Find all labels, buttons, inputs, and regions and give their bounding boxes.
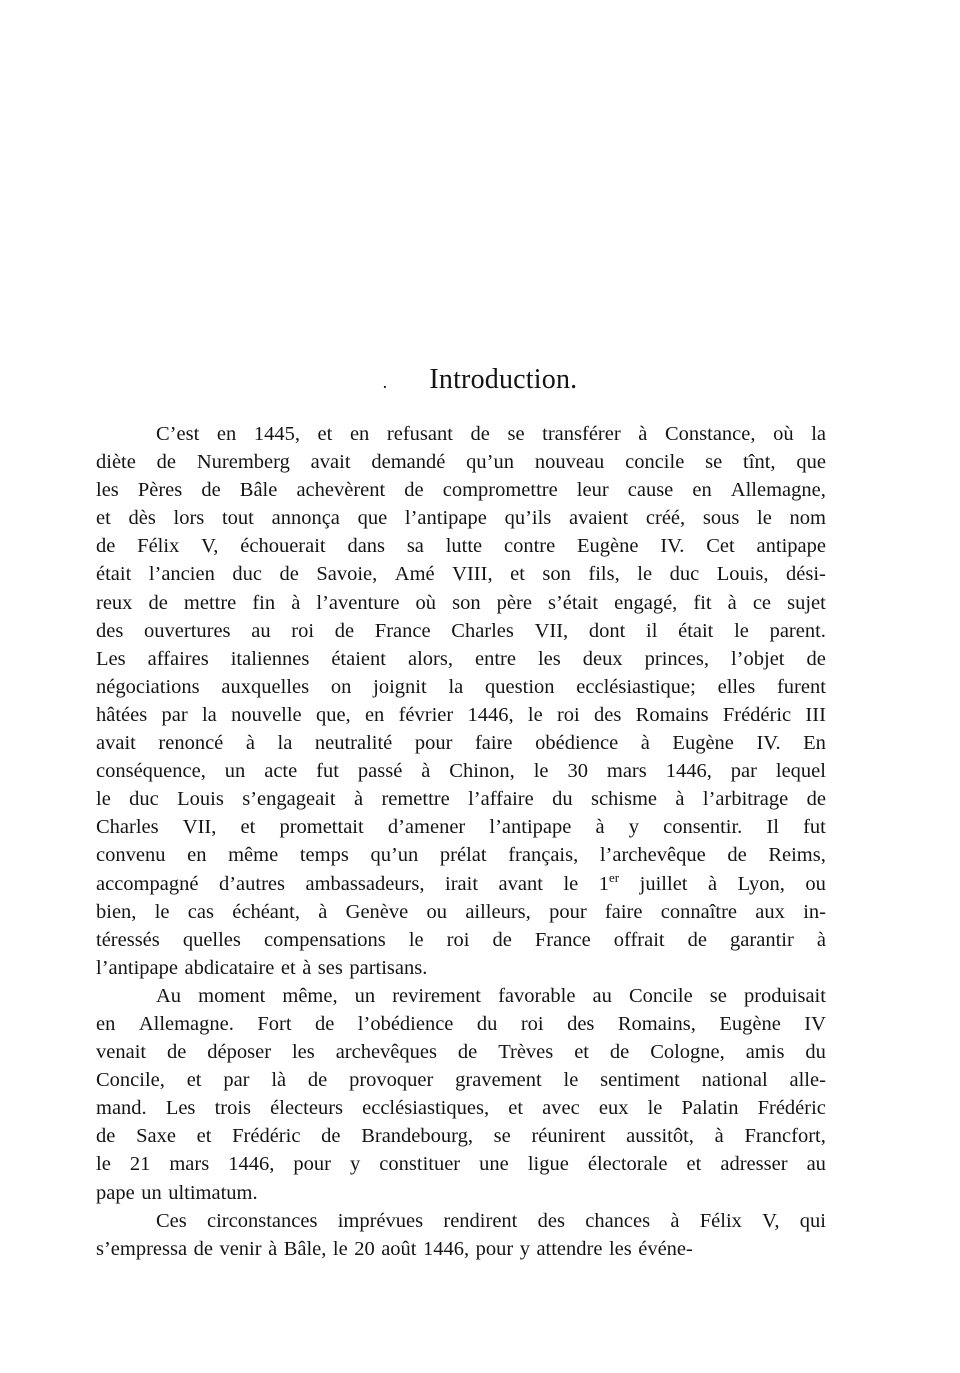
chapter-title-text: Introduction. (429, 364, 578, 395)
text-line: en Allemagne. Fort de l’obédience du roi des Romains, Eugène IV (96, 1012, 826, 1035)
text-line: mand. Les trois électeurs ecclésiastiques, et avec eux le Palatin Frédéric (96, 1097, 826, 1120)
text-line: téressés quelles compensations le roi de France offrait de garantir à (96, 928, 826, 951)
text-line: était l’ancien duc de Savoie, Amé VIII, et son fils, le duc Louis, dési- (96, 563, 826, 586)
text-line: de Saxe et Frédéric de Brandebourg, se réunirent aussitôt, à Francfort, (96, 1125, 826, 1148)
body-text (96, 420, 826, 1263)
chapter-title (0, 362, 960, 400)
text-line: bien, le cas échéant, à Genève ou ailleurs, pour faire connaître aux in- (96, 900, 826, 923)
text-line: Concile, et par là de provoquer gravement le sentiment national alle- (96, 1069, 826, 1092)
text-line: reux de mettre fin à l’aventure où son père s’était engagé, fit à ce sujet (96, 591, 826, 614)
text-line: hâtées par la nouvelle que, en février 1446, le roi des Romains Frédéric III (96, 703, 826, 726)
text-line: diète de Nuremberg avait demandé qu’un nouveau concile se tînt, que (96, 451, 826, 474)
text-line: le 21 mars 1446, pour y constituer une ligue électorale et adresser au (96, 1153, 826, 1176)
text-line: des ouvertures au roi de France Charles VII, dont il était le parent. (96, 619, 826, 642)
text-line: Au moment même, un revirement favorable au Concile se produisait (156, 984, 826, 1007)
text-line: Les affaires italiennes étaient alors, entre les deux princes, l’objet de (96, 647, 826, 670)
text-line: Ces circonstances imprévues rendirent des chances à Félix V, qui (156, 1209, 826, 1232)
paragraph (96, 420, 826, 982)
text-line: convenu en même temps qu’un prélat français, l’archevêque de Reims, (96, 844, 826, 867)
text-line: venait de déposer les archevêques de Trèves et de Cologne, amis du (96, 1041, 826, 1064)
text-line: avait renoncé à la neutralité pour faire obédience à Eugène IV. En (96, 732, 826, 755)
text-line: de Félix V, échouerait dans sa lutte contre Eugène IV. Cet antipape (96, 535, 826, 558)
text-line: et dès lors tout annonça que l’antipape qu’ils avaient créé, sous le nom (96, 507, 826, 530)
text-line: C’est en 1445, et en refusant de se transférer à Constance, où la (156, 423, 826, 445)
text-line: négociations auxquelles on joignit la question ecclésiastique; elles furent (96, 675, 826, 698)
text-line: l’antipape abdicataire et à ses partisans. (96, 956, 428, 979)
text-line: pape un ultimatum. (96, 1181, 258, 1204)
text-line: les Pères de Bâle achevèrent de compromettre leur cause en Allemagne, (96, 479, 826, 502)
text-line: le duc Louis s’engageait à remettre l’affaire du schisme à l’arbitrage de (96, 788, 826, 811)
paragraph (96, 982, 826, 1207)
text-line: s’empressa de venir à Bâle, le 20 août 1446, pour y attendre les événe- (96, 1237, 693, 1260)
title-mark: . (382, 372, 388, 392)
text-line: accompagné d’autres ambassadeurs, irait avant le 1er juillet à Lyon, ou (96, 869, 826, 895)
text-line: Charles VII, et promettait d’amener l’antipape à y consentir. Il fut (96, 816, 826, 839)
text-line: conséquence, un acte fut passé à Chinon, le 30 mars 1446, par lequel (96, 760, 826, 783)
paragraph (96, 1207, 826, 1263)
